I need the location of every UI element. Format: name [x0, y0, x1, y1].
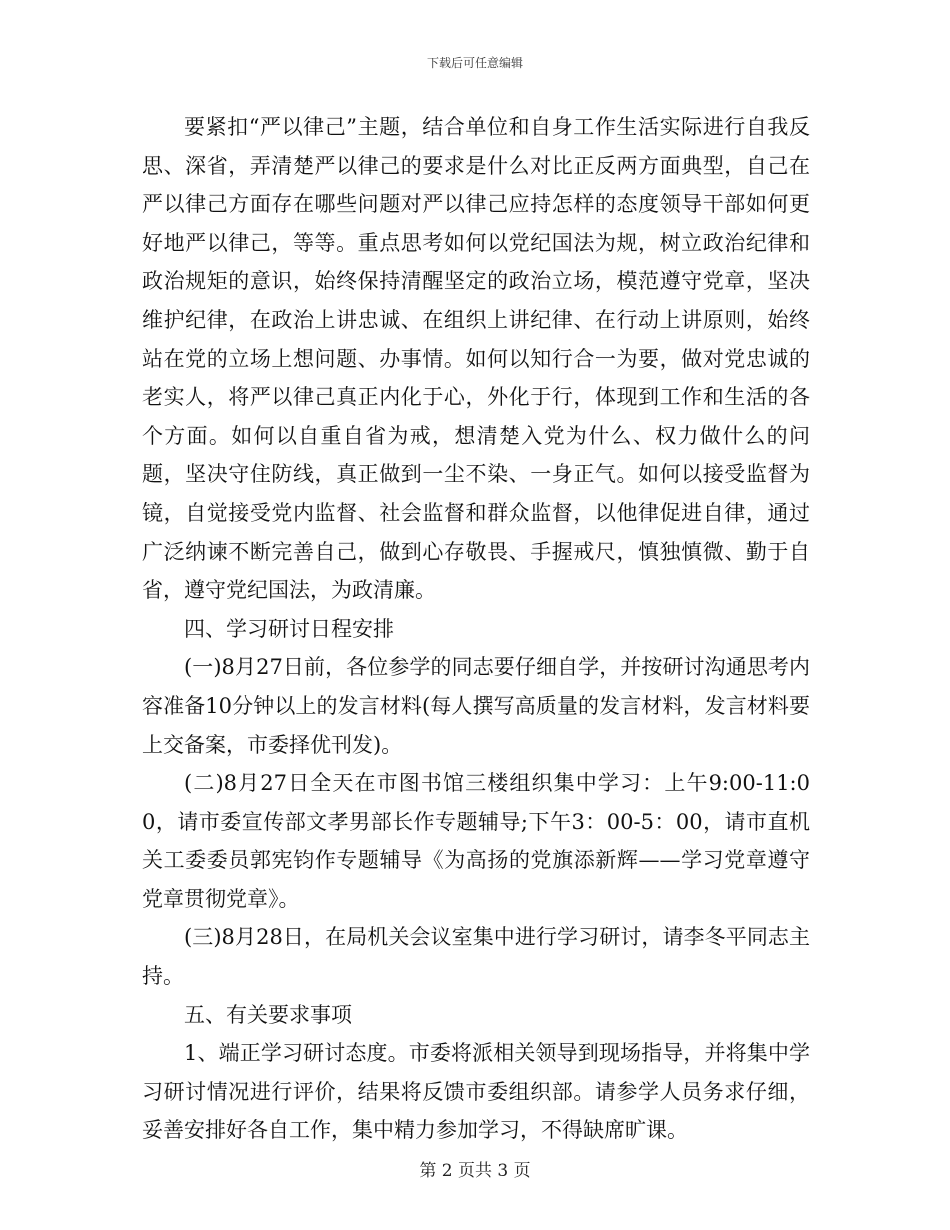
paragraph-schedule-1: (一)8月27日前，各位参学的同志要仔细自学，并按研讨沟通思考内容准备10分钟以上的发言材料(每人撰写高质量的发言材料，发言材料要上交备案，市委择优刊发)。 — [142, 655, 810, 757]
paragraph-requirement-1: 1、端正学习研讨态度。市委将派相关领导到现场指导，并将集中学习研讨情况进行评价，结果将反馈市委组织部。请参学人员务求仔细，妥善安排好各自工作，集中精力参加学习，不得缺席旷课。 — [142, 1041, 810, 1143]
document-body — [142, 108, 810, 1150]
page-header: 下载后可任意编辑 — [426, 56, 523, 70]
section-heading-schedule: 四、学习研讨日程安排 — [184, 616, 394, 641]
paragraph-schedule-2: (二)8月27日全天在市图书馆三楼组织集中学习：上午9:00-11:00，请市委宣传部文孝男部长作专题辅导;下午3：00-5：00，请市直机关工委委员郭宪钧作专题辅导《为高扬的党旗添新辉——学习党章遵守党章贯彻党章》。 — [142, 771, 810, 911]
page-footer: 第 2 页共 3 页 — [419, 1161, 531, 1181]
paragraph-strict-discipline: 要紧扣“严以律己”主题，结合单位和自身工作生活实际进行自我反思、深省，弄清楚严以律己的要求是什么对比正反两方面典型，自己在严以律己方面存在哪些问题对严以律己应持怎样的态度领导干部如何更好地严以律己，等等。重点思考如何以党纪国法为规，树立政治纪律和政治规矩的意识，始终保持清醒坚定的政治立场，模范遵守党章，坚决维护纪律，在政治上讲忠诚、在组织上讲纪律、在行动上讲原则，始终站在党的立场上想问题、办事情。如何以知行合一为要，做对党忠诚的老实人，将严以律己真正内化于心，外化于行，体现到工作和生活的各个方面。如何以自重自省为戒，想清楚入党为什么、权力做什么的问题，坚决守住防线，真正做到一尘不染、一身正气。如何以接受监督为镜，自觉接受党内监督、社会监督和群众监督，以他律促进自律，通过广泛纳谏不断完善自己，做到心存敬畏、手握戒尺，慎独慎微、勤于自省，遵守党纪国法，为政清廉。 — [142, 115, 810, 603]
section-heading-requirements: 五、有关要求事项 — [184, 1002, 352, 1027]
paragraph-schedule-3: (三)8月28日，在局机关会议室集中进行学习研讨，请李冬平同志主持。 — [142, 925, 810, 989]
